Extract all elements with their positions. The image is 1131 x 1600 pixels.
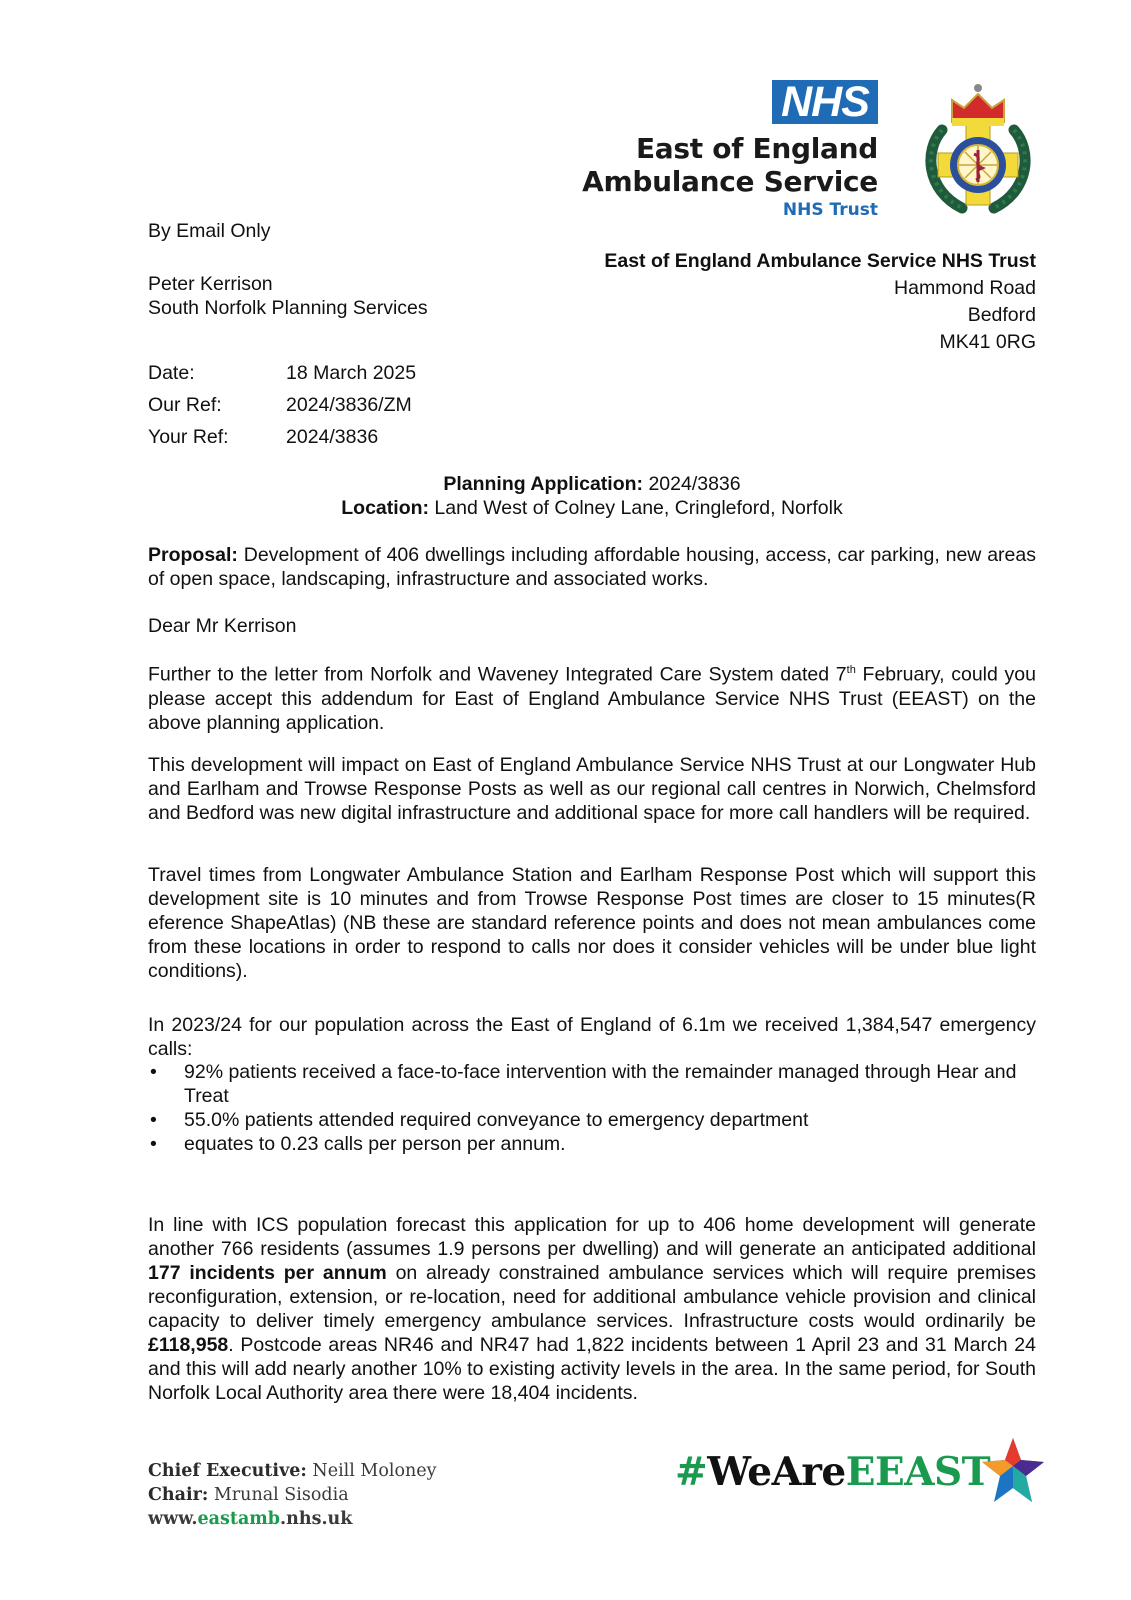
salutation: Dear Mr Kerrison [148,615,297,637]
ordinal-suffix: th [846,664,856,676]
chair-line [148,1483,437,1507]
recipient-organisation: South Norfolk Planning Services [148,297,428,319]
paragraph-text: In line with ICS population forecast this application for up to 406 home development will generate another 766 residents (assumes 1.9 persons per dwelling) and will generate an anticipated additional [148,1214,1036,1260]
org-trust-label: NHS Trust [782,200,878,220]
paragraph-calls-intro: In 2023/24 for our population across the East of England of 6.1m we received 1,384,547 emergency calls: [148,1014,1036,1060]
list-item: • 92% patients received a face-to-face intervention with the remainder managed through Hear and Treat [148,1060,1036,1108]
calls-statistics-list [148,1060,1036,1156]
your-ref-row [148,425,378,449]
ceo-line [148,1459,437,1483]
org-name-logo [582,132,878,198]
location-line [148,496,1036,520]
incidents-highlight: 177 incidents per annum [148,1262,387,1284]
proposal-paragraph [148,543,1036,591]
hashtag-we-are: WeAre [707,1449,846,1495]
paragraph-text: Further to the letter from Norfolk and Waveney Integrated Care System dated 7 [148,663,847,686]
sender-org-name: East of England Ambulance Service NHS Trust [604,250,1036,272]
list-item: • equates to 0.23 calls per person per annum. [148,1132,1036,1156]
our-ref-label: Our Ref: [148,394,222,416]
hashtag-eeast: EEAST [845,1449,991,1495]
ceo-name: Neill Moloney [306,1461,437,1481]
website-link[interactable]: www.eastamb.nhs.uk [148,1509,353,1529]
planning-application-line [148,472,1036,496]
chair-label: Chair: [148,1485,209,1505]
sender-address-line2: Bedford [967,304,1036,326]
recipient-name: Peter Kerrison [148,273,273,295]
date-row [148,361,416,385]
paragraph-text: . Postcode areas NR46 and NR47 had 1,822 incidents between 1 April 23 and 31 March 24 and this will add nearly another 10% to existing activity levels in the area. In the same period, for South Norfolk Local Authority area there were 18,404 incidents. [148,1334,1036,1404]
ambulance-service-crest-icon [922,80,1034,218]
ceo-label: Chief Executive: [148,1461,307,1481]
nhs-logo: NHS [772,80,878,124]
our-ref-value: 2024/3836/ZM [286,394,412,416]
org-name-line1: East of England [635,132,878,165]
org-name-line2: Ambulance Service [582,165,878,198]
date-value: 18 March 2025 [286,362,417,384]
your-ref-label: Your Ref: [148,426,229,448]
location-label: Location: [341,497,430,519]
date-label: Date: [148,362,195,384]
chair-name: Mrunal Sisodia [208,1485,349,1505]
planning-application-label: Planning Application: [443,473,644,495]
sender-postcode: MK41 0RG [939,331,1036,353]
your-ref-value: 2024/3836 [286,426,379,448]
delivery-method: By Email Only [148,220,271,242]
paragraph-addendum [148,658,1036,735]
paragraph-travel-times: Travel times from Longwater Ambulance Station and Earlham Response Post which will support this development site is 10 minutes and from Trowse Response Post times are closer to 15 minutes(R eference ShapeAtlas) (NB these are standard reference points and does not mean ambulances come from these locations in order to respond to calls nor does it consider vehicles will be under blue light conditions). [148,864,1036,982]
hashtag-symbol: # [675,1449,708,1495]
we-are-eeast-logo [675,1450,990,1494]
proposal-label: Proposal: [148,544,238,566]
paragraph-text: February, could you please accept this addendum for East of England Ambulance Service NHS Trust (EEAST) on the above planning application. [148,663,1037,734]
proposal-value: Development of 406 dwellings including affordable housing, access, car parking, new areas of open space, landscaping, infrastructure and associated works. [148,544,1036,590]
paragraph-population-forecast [148,1213,1036,1405]
footer-contacts [148,1459,437,1531]
multicolour-star-icon [980,1436,1046,1506]
planning-application-value: 2024/3836 [643,473,741,495]
sender-address-line1: Hammond Road [894,277,1036,299]
list-item: • 55.0% patients attended required conveyance to emergency department [148,1108,1036,1132]
cost-highlight: £118,958 [148,1334,229,1356]
paragraph-impact: This development will impact on East of England Ambulance Service NHS Trust at our Longwater Hub and Earlham and Trowse Response Posts as well as our regional call centres in Norwich, Chelmsford and Bedford was new digital infrastructure and additional space for more call handlers will be required. [148,754,1036,824]
paragraph-text: on already constrained ambulance services which will require premises reconfiguration, extension, or re-location, need for additional ambulance vehicle provision and clinical capacity to deliver timely emergency ambulance services. Infrastructure costs would ordinarily be [148,1262,1037,1332]
location-value: Land West of Colney Lane, Cringleford, Norfolk [429,497,843,519]
our-ref-row [148,393,412,417]
